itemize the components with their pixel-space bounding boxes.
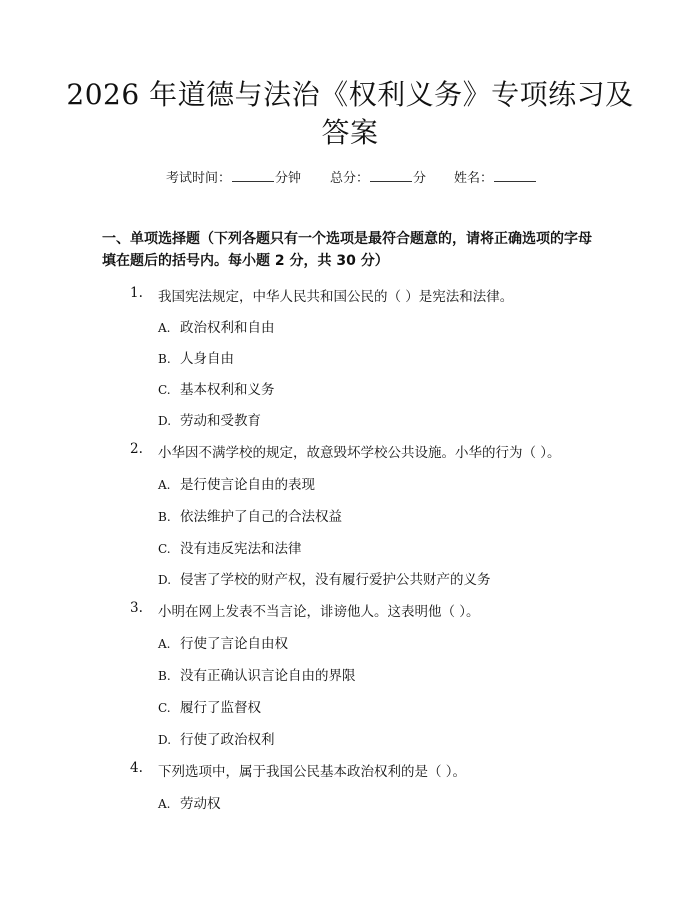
option-text: 侵害了学校的财产权，没有履行爱护公共财产的义务 [180,572,491,588]
option-letter: B. [158,352,171,366]
option-item [158,537,302,557]
option-text: 政治权利和自由 [180,320,275,336]
option-item [158,378,275,398]
option-letter: A. [158,637,171,651]
name-label: 姓名： [454,171,494,186]
question-number: 4. [130,760,143,776]
title-line-2: 答案 [321,116,379,149]
option-text: 履行了监督权 [180,700,261,716]
total-score-label: 总分： [330,171,370,186]
option-text: 没有违反宪法和法律 [180,541,302,557]
option-item [158,409,261,429]
option-letter: D. [158,733,172,747]
option-text: 是行使言论自由的表现 [180,477,315,493]
option-text: 行使了政治权利 [180,732,275,748]
option-item [158,664,356,684]
option-letter: D. [158,414,172,428]
option-letter: A. [158,321,171,335]
option-item [158,316,275,336]
section-heading-line-1: 一、单项选择题（下列各题只有一个选项是最符合题意的，请将正确选项的字母 [102,231,592,247]
option-item [158,792,221,812]
option-text: 行使了言论自由权 [180,636,288,652]
question-number: 3. [130,600,143,616]
option-text: 人身自由 [180,351,234,367]
exam-meta-row [0,167,700,187]
option-text: 没有正确认识言论自由的界限 [180,668,356,684]
option-letter: A. [158,797,171,811]
name-field [454,167,537,186]
option-item [158,473,315,493]
option-text: 劳动和受教育 [180,413,261,429]
exam-time-blank [232,169,274,182]
option-item [158,632,288,652]
question-number: 1. [130,285,143,301]
option-letter: D. [158,573,172,587]
option-letter: C. [158,383,171,397]
total-score-unit: 分 [413,171,427,186]
option-text: 依法维护了自己的合法权益 [180,509,342,525]
option-letter: C. [158,701,171,715]
exam-time-field [166,167,301,186]
option-text: 劳动权 [180,796,221,812]
option-letter: B. [158,510,171,524]
question-text: 小华因不满学校的规定，故意毁坏学校公共设施。小华的行为（ ）。 [158,445,561,461]
section-heading [102,228,602,272]
option-text: 基本权利和义务 [180,382,275,398]
option-letter: B. [158,669,171,683]
question-number: 2. [130,441,143,457]
exam-time-label: 考试时间： [166,171,232,186]
title-line-1: 2026 年道德与法治《权利义务》专项练习及 [66,78,634,111]
question-text: 我国宪法规定，中华人民共和国公民的（ ）是宪法和法律。 [158,289,514,305]
document-title [60,76,640,152]
option-letter: C. [158,542,171,556]
option-item [158,347,234,367]
total-score-blank [370,169,412,182]
question-text: 下列选项中，属于我国公民基本政治权利的是（ ）。 [158,764,467,780]
exam-time-unit: 分钟 [275,171,302,186]
total-score-field [330,167,426,186]
option-item [158,728,275,748]
option-item [158,696,261,716]
option-item [158,568,491,588]
option-item [158,505,342,525]
option-letter: A. [158,478,171,492]
question-text: 小明在网上发表不当言论，诽谤他人。这表明他（ ）。 [158,604,480,620]
section-heading-line-2: 填在题后的括号内。每小题 2 分，共 30 分） [102,253,389,269]
name-blank [494,169,536,182]
